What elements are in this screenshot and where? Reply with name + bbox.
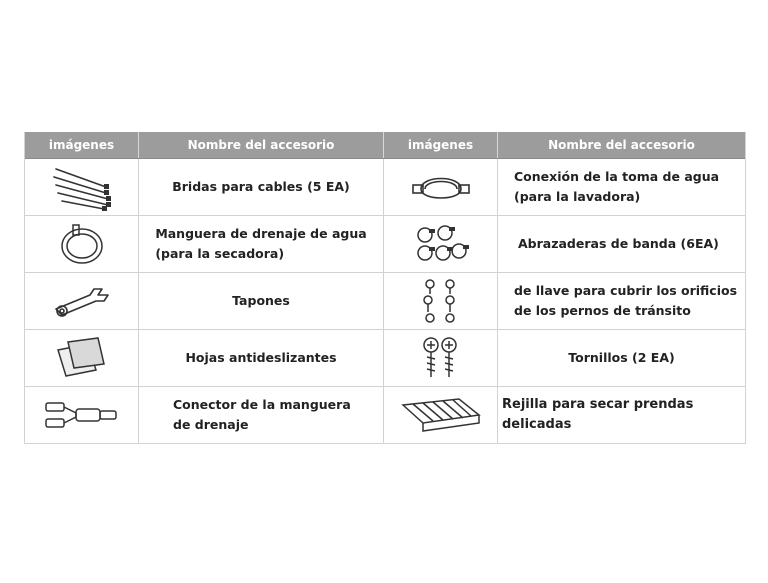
accessory-name-text: Manguera de drenaje de agua (para la secadora)	[155, 226, 367, 261]
accessory-name	[139, 273, 384, 329]
image-cell	[384, 273, 498, 329]
water-inlet-hose-icon	[409, 167, 473, 207]
image-cell	[384, 159, 498, 215]
image-cell	[25, 273, 139, 329]
drain-connector-icon	[44, 397, 120, 433]
accessory-name	[498, 159, 745, 215]
header-images-right: imágenes	[384, 132, 498, 158]
wrench-icon	[50, 281, 114, 321]
table-row	[25, 330, 745, 387]
band-clamps-icon	[411, 221, 471, 267]
anti-slip-sheets-icon	[52, 336, 112, 380]
accessories-table	[24, 132, 746, 444]
cable-ties-icon	[50, 163, 114, 211]
accessory-name-text: Rejilla para secar prendas delicadas	[502, 397, 694, 432]
accessory-name-text: Hojas antideslizantes	[185, 350, 337, 365]
drain-hose-icon	[55, 221, 109, 267]
table-row	[25, 159, 745, 216]
table-row	[25, 216, 745, 273]
accessory-name-text: Tornillos (2 EA)	[568, 350, 675, 365]
drying-rack-icon	[399, 395, 483, 435]
image-cell	[25, 216, 139, 272]
accessory-name	[498, 387, 745, 443]
accessory-name-text: Tapones	[232, 293, 290, 308]
accessory-name	[139, 387, 384, 443]
accessory-name	[498, 273, 745, 329]
image-cell	[384, 330, 498, 386]
accessory-name-text: de llave para cubrir los orificios de los pernos de tránsito	[514, 283, 738, 318]
accessory-name	[498, 216, 745, 272]
accessory-name-text: Abrazaderas de banda (6EA)	[518, 236, 719, 251]
accessory-name-text: Conector de la manguera de drenaje	[173, 397, 351, 432]
image-cell	[384, 387, 498, 443]
accessory-name	[498, 330, 745, 386]
image-cell	[25, 330, 139, 386]
accessory-name	[139, 159, 384, 215]
accessory-name-text: Conexión de la toma de agua (para la lavadora)	[514, 169, 720, 204]
accessory-name-text: Bridas para cables (5 EA)	[172, 179, 350, 194]
image-cell	[25, 159, 139, 215]
header-accessory-name-left: Nombre del accesorio	[139, 132, 384, 158]
header-accessory-name-right: Nombre del accesorio	[548, 138, 695, 152]
table-row	[25, 387, 745, 444]
image-cell	[25, 387, 139, 443]
image-cell	[384, 216, 498, 272]
table-header	[25, 132, 745, 159]
screws-icon	[419, 335, 463, 381]
caps-icon	[416, 276, 466, 326]
accessory-name	[139, 216, 384, 272]
table-row	[25, 273, 745, 330]
accessory-name	[139, 330, 384, 386]
header-images-left: imágenes	[25, 132, 139, 158]
